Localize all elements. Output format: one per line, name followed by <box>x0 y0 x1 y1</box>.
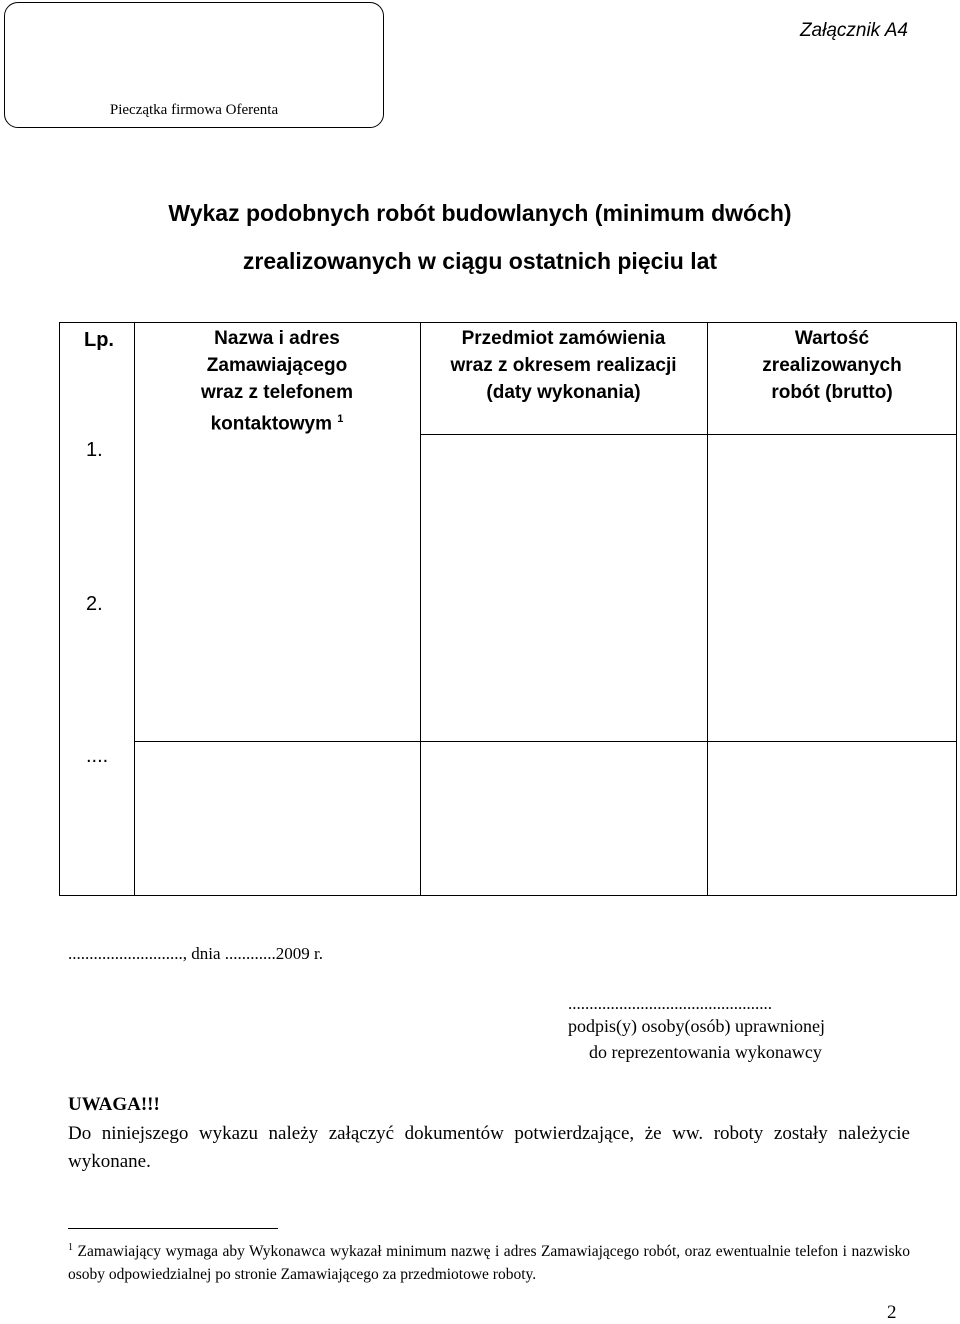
header-subject-line: (daty wykonania) <box>486 382 641 403</box>
header-value <box>707 325 957 406</box>
header-name <box>134 325 420 437</box>
annex-label: Załącznik A4 <box>799 20 908 41</box>
warning-text: Do niniejszego wykazu należy załączyć dokumentów potwierdzające, że ww. roboty zostały należycie wykonane. <box>68 1123 910 1172</box>
header-lp: Lp. <box>84 329 114 351</box>
row-number: 1. <box>86 439 103 461</box>
signature-caption-line-1: podpis(y) osoby(osób) uprawnionej <box>568 1016 825 1036</box>
works-table <box>59 322 957 896</box>
header-name-line-text: kontaktowym <box>210 413 332 435</box>
document-title-line-2: zrealizowanych w ciągu ostatnich pięciu lat <box>242 248 718 274</box>
header-name-line: wraz z telefonem <box>200 382 354 403</box>
row-number: .... <box>86 745 109 767</box>
table-divider <box>420 434 956 435</box>
footnote-mark: 1 <box>68 1242 73 1253</box>
footnote-reference: 1 <box>337 413 344 425</box>
header-value-line: robót (brutto) <box>771 382 893 403</box>
header-value-line: Wartość <box>794 328 870 349</box>
header-subject <box>420 325 707 406</box>
footnote <box>68 1236 910 1286</box>
row-number: 2. <box>86 593 103 615</box>
table-divider <box>134 741 956 742</box>
document-title-line-1: Wykaz podobnych robót budowlanych (minimum dwóch) <box>168 200 792 226</box>
stamp-label: Pieczątka firmowa Oferenta <box>109 102 279 118</box>
header-name-line <box>134 406 420 437</box>
header-value-line: zrealizowanych <box>762 355 902 376</box>
table-divider <box>707 323 708 895</box>
place-date-line: ..........................., dnia ............2009 r. <box>68 944 323 963</box>
header-subject-line: wraz z okresem realizacji <box>450 355 677 376</box>
header-name-line: Nazwa i adres <box>214 328 340 349</box>
page-number: 2 <box>887 1302 897 1323</box>
signature-caption-line-2: do reprezentowania wykonawcy <box>589 1042 822 1062</box>
table-divider <box>420 323 421 895</box>
header-name-line: Zamawiającego <box>206 355 348 376</box>
signature-dots: ................................................ <box>568 994 772 1013</box>
warning-title: UWAGA!!! <box>68 1094 160 1115</box>
footnote-text: Zamawiający wymaga aby Wykonawca wykazał minimum nazwę i adres Zamawiającego robót, oraz ewentualnie telefon i nazwisko osoby odpowiedzialnej po stronie Zamawiającego za przedmiotowe roboty. <box>68 1243 910 1284</box>
header-subject-line: Przedmiot zamówienia <box>461 328 666 349</box>
footnote-separator <box>68 1228 278 1229</box>
company-stamp-box <box>4 2 384 128</box>
